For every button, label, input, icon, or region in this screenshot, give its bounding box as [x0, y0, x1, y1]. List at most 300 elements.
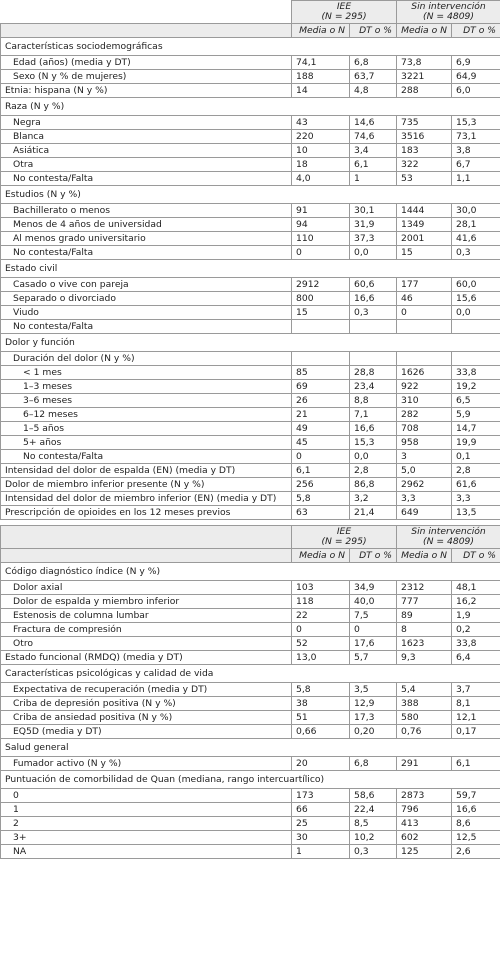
iee-mean-cell: 103	[292, 581, 350, 595]
iee-mean-cell: 26	[292, 394, 350, 408]
sin-mean-cell: 183	[397, 144, 452, 158]
sin-dt-cell: 16,6	[452, 803, 500, 817]
iee-mean-cell: 85	[292, 366, 350, 380]
table-row	[1, 172, 500, 186]
sin-dt-cell: 48,1	[452, 581, 500, 595]
table-row	[1, 380, 500, 394]
row-label: Fractura de compresión	[1, 623, 292, 637]
col-dt-sin: DT o %	[452, 549, 500, 563]
sin-dt-cell: 16,2	[452, 595, 500, 609]
iee-mean-cell: 43	[292, 116, 350, 130]
iee-dt-cell: 4,8	[350, 84, 397, 98]
sin-dt-cell: 15,3	[452, 116, 500, 130]
iee-mean-cell: 188	[292, 70, 350, 84]
iee-mean-cell: 45	[292, 436, 350, 450]
row-label: Separado o divorciado	[1, 292, 292, 306]
table-row	[1, 306, 500, 320]
empty-subheader	[1, 549, 292, 563]
iee-mean-cell: 14	[292, 84, 350, 98]
row-label: Blanca	[1, 130, 292, 144]
iee-dt-cell: 1	[350, 172, 397, 186]
table-row	[1, 464, 500, 478]
sin-mean-cell: 0	[397, 306, 452, 320]
iee-dt-cell	[350, 352, 397, 366]
sin-mean-cell: 796	[397, 803, 452, 817]
iee-mean-cell: 22	[292, 609, 350, 623]
sin-mean-cell: 89	[397, 609, 452, 623]
sin-dt-cell: 3,7	[452, 683, 500, 697]
sin-mean-cell: 177	[397, 278, 452, 292]
table-row	[1, 130, 500, 144]
iee-group-header	[292, 526, 397, 549]
iee-mean-cell	[292, 320, 350, 334]
sin-group-header	[397, 1, 500, 24]
table-row	[1, 56, 500, 70]
row-label: No contesta/Falta	[1, 450, 292, 464]
iee-dt-cell: 30,1	[350, 204, 397, 218]
sin-mean-cell: 1444	[397, 204, 452, 218]
iee-dt-cell: 86,8	[350, 478, 397, 492]
characteristics-table-2	[0, 525, 500, 859]
row-label: Estado funcional (RMDQ) (media y DT)	[1, 651, 292, 665]
iee-mean-cell: 20	[292, 757, 350, 771]
row-label: Casado o vive con pareja	[1, 278, 292, 292]
col-mean-iee: Media o N	[292, 549, 350, 563]
iee-mean-cell: 1	[292, 845, 350, 859]
row-label: 5+ años	[1, 436, 292, 450]
iee-dt-cell: 3,2	[350, 492, 397, 506]
table-row	[1, 492, 500, 506]
sin-mean-cell: 46	[397, 292, 452, 306]
row-label: 2	[1, 817, 292, 831]
sin-dt-cell: 33,8	[452, 366, 500, 380]
sin-mean-cell: 1349	[397, 218, 452, 232]
row-label: 3+	[1, 831, 292, 845]
empty-corner	[1, 1, 292, 24]
sin-dt-cell: 3,8	[452, 144, 500, 158]
row-label: Dolor axial	[1, 581, 292, 595]
iee-n: (N = 295)	[321, 536, 367, 547]
table-row	[1, 789, 500, 803]
col-dt-iee: DT o %	[350, 24, 397, 38]
sin-mean-cell: 3221	[397, 70, 452, 84]
row-label: No contesta/Falta	[1, 172, 292, 186]
sin-dt-cell: 61,6	[452, 478, 500, 492]
row-label: Etnia: hispana (N y %)	[1, 84, 292, 98]
row-label: Fumador activo (N y %)	[1, 757, 292, 771]
iee-dt-cell: 16,6	[350, 292, 397, 306]
sin-mean-cell: 1626	[397, 366, 452, 380]
iee-mean-cell: 0	[292, 623, 350, 637]
iee-mean-cell: 66	[292, 803, 350, 817]
sin-dt-cell: 33,8	[452, 637, 500, 651]
sin-title: Sin intervención	[411, 1, 486, 12]
iee-dt-cell: 6,1	[350, 158, 397, 172]
iee-dt-cell: 74,6	[350, 130, 397, 144]
section-label: Estado civil	[1, 260, 500, 278]
sin-mean-cell: 8	[397, 623, 452, 637]
table-1-body	[1, 38, 500, 520]
sin-dt-cell: 12,1	[452, 711, 500, 725]
iee-dt-cell: 10,2	[350, 831, 397, 845]
col-mean-sin: Media o N	[397, 549, 452, 563]
sin-mean-cell: 0,76	[397, 725, 452, 739]
sin-title: Sin intervención	[411, 526, 486, 537]
sin-mean-cell: 3516	[397, 130, 452, 144]
sin-dt-cell: 64,9	[452, 70, 500, 84]
col-mean-sin: Media o N	[397, 24, 452, 38]
sin-mean-cell: 5,0	[397, 464, 452, 478]
iee-dt-cell: 3,4	[350, 144, 397, 158]
iee-dt-cell: 28,8	[350, 366, 397, 380]
iee-dt-cell: 17,3	[350, 711, 397, 725]
sin-mean-cell: 708	[397, 422, 452, 436]
row-label: Estenosis de columna lumbar	[1, 609, 292, 623]
sin-dt-cell: 14,7	[452, 422, 500, 436]
sin-dt-cell: 0,2	[452, 623, 500, 637]
section-header-row	[1, 38, 500, 56]
iee-mean-cell: 0	[292, 450, 350, 464]
sin-dt-cell: 1,9	[452, 609, 500, 623]
table-row	[1, 683, 500, 697]
iee-dt-cell: 17,6	[350, 637, 397, 651]
section-label: Características sociodemográficas	[1, 38, 500, 56]
sin-mean-cell: 580	[397, 711, 452, 725]
row-label: Sexo (N y % de mujeres)	[1, 70, 292, 84]
sin-dt-cell: 30,0	[452, 204, 500, 218]
sin-dt-cell: 12,5	[452, 831, 500, 845]
iee-dt-cell: 3,5	[350, 683, 397, 697]
sin-mean-cell: 922	[397, 380, 452, 394]
iee-mean-cell: 800	[292, 292, 350, 306]
sin-dt-cell: 2,6	[452, 845, 500, 859]
table-row	[1, 623, 500, 637]
sin-dt-cell: 0,0	[452, 306, 500, 320]
sin-mean-cell	[397, 320, 452, 334]
sin-mean-cell: 53	[397, 172, 452, 186]
iee-dt-cell: 0	[350, 623, 397, 637]
sin-n: (N = 4809)	[423, 536, 474, 547]
sin-group-header	[397, 526, 500, 549]
row-label: 1	[1, 803, 292, 817]
sin-mean-cell: 777	[397, 595, 452, 609]
sin-mean-cell: 602	[397, 831, 452, 845]
row-label: Intensidad del dolor de miembro inferior (EN) (media y DT)	[1, 492, 292, 506]
table-row	[1, 817, 500, 831]
iee-title: IEE	[336, 526, 352, 537]
row-label: Viudo	[1, 306, 292, 320]
sin-dt-cell: 60,0	[452, 278, 500, 292]
sin-mean-cell: 282	[397, 408, 452, 422]
row-label: Asiática	[1, 144, 292, 158]
row-label: 6–12 meses	[1, 408, 292, 422]
sin-dt-cell: 0,1	[452, 450, 500, 464]
iee-dt-cell: 15,3	[350, 436, 397, 450]
table-row	[1, 637, 500, 651]
table-row	[1, 506, 500, 520]
iee-mean-cell: 49	[292, 422, 350, 436]
iee-dt-cell: 6,8	[350, 56, 397, 70]
sin-dt-cell: 6,9	[452, 56, 500, 70]
iee-n: (N = 295)	[321, 11, 367, 22]
iee-dt-cell: 8,8	[350, 394, 397, 408]
empty-subheader	[1, 24, 292, 38]
sin-dt-cell: 19,2	[452, 380, 500, 394]
iee-mean-cell: 5,8	[292, 492, 350, 506]
iee-dt-cell: 16,6	[350, 422, 397, 436]
sin-dt-cell: 6,0	[452, 84, 500, 98]
table-row	[1, 292, 500, 306]
iee-mean-cell: 118	[292, 595, 350, 609]
iee-dt-cell: 60,6	[350, 278, 397, 292]
table-row	[1, 711, 500, 725]
sin-mean-cell: 9,3	[397, 651, 452, 665]
sin-dt-cell: 6,1	[452, 757, 500, 771]
row-label: Intensidad del dolor de espalda (EN) (media y DT)	[1, 464, 292, 478]
table-row	[1, 70, 500, 84]
row-label: EQ5D (media y DT)	[1, 725, 292, 739]
table-row	[1, 366, 500, 380]
iee-dt-cell: 58,6	[350, 789, 397, 803]
sin-dt-cell: 8,6	[452, 817, 500, 831]
sin-mean-cell: 413	[397, 817, 452, 831]
sin-mean-cell: 5,4	[397, 683, 452, 697]
iee-mean-cell: 15	[292, 306, 350, 320]
sin-mean-cell: 291	[397, 757, 452, 771]
iee-dt-cell: 0,3	[350, 306, 397, 320]
sin-mean-cell: 2962	[397, 478, 452, 492]
iee-dt-cell: 63,7	[350, 70, 397, 84]
row-label: No contesta/Falta	[1, 320, 292, 334]
iee-dt-cell: 37,3	[350, 232, 397, 246]
iee-dt-cell	[350, 320, 397, 334]
row-label: 3–6 meses	[1, 394, 292, 408]
sin-dt-cell: 8,1	[452, 697, 500, 711]
iee-mean-cell: 21	[292, 408, 350, 422]
col-dt-sin: DT o %	[452, 24, 500, 38]
sin-dt-cell	[452, 352, 500, 366]
table-row	[1, 278, 500, 292]
iee-mean-cell: 10	[292, 144, 350, 158]
section-header-row	[1, 665, 500, 683]
sin-dt-cell: 5,9	[452, 408, 500, 422]
iee-mean-cell: 220	[292, 130, 350, 144]
iee-dt-cell: 5,7	[350, 651, 397, 665]
iee-mean-cell: 0	[292, 246, 350, 260]
table-row	[1, 595, 500, 609]
sin-dt-cell: 13,5	[452, 506, 500, 520]
section-header-row	[1, 260, 500, 278]
section-header-row	[1, 739, 500, 757]
sin-mean-cell: 735	[397, 116, 452, 130]
sin-mean-cell: 288	[397, 84, 452, 98]
sin-mean-cell: 1623	[397, 637, 452, 651]
section-label: Raza (N y %)	[1, 98, 500, 116]
row-label: Al menos grado universitario	[1, 232, 292, 246]
iee-mean-cell: 4,0	[292, 172, 350, 186]
row-label: 1–5 años	[1, 422, 292, 436]
sin-mean-cell: 958	[397, 436, 452, 450]
row-label: 0	[1, 789, 292, 803]
sin-mean-cell: 388	[397, 697, 452, 711]
sin-dt-cell	[452, 320, 500, 334]
iee-dt-cell: 34,9	[350, 581, 397, 595]
iee-mean-cell: 38	[292, 697, 350, 711]
row-label: Prescripción de opioides en los 12 meses previos	[1, 506, 292, 520]
sin-mean-cell: 322	[397, 158, 452, 172]
sin-dt-cell: 28,1	[452, 218, 500, 232]
sin-dt-cell: 6,5	[452, 394, 500, 408]
section-label: Puntuación de comorbilidad de Quan (mediana, rango intercuartílico)	[1, 771, 500, 789]
table-2-body	[1, 563, 500, 859]
iee-mean-cell: 74,1	[292, 56, 350, 70]
section-label: Estudios (N y %)	[1, 186, 500, 204]
sin-dt-cell: 19,9	[452, 436, 500, 450]
row-label: Negra	[1, 116, 292, 130]
iee-group-header	[292, 1, 397, 24]
section-header-row	[1, 186, 500, 204]
iee-dt-cell: 14,6	[350, 116, 397, 130]
table-row	[1, 394, 500, 408]
sin-dt-cell: 6,4	[452, 651, 500, 665]
table-row	[1, 352, 500, 366]
col-mean-iee: Media o N	[292, 24, 350, 38]
iee-title: IEE	[336, 1, 352, 12]
iee-mean-cell: 256	[292, 478, 350, 492]
table-row	[1, 204, 500, 218]
table-row	[1, 116, 500, 130]
iee-dt-cell: 0,0	[350, 450, 397, 464]
table-row	[1, 436, 500, 450]
iee-mean-cell: 69	[292, 380, 350, 394]
iee-dt-cell: 31,9	[350, 218, 397, 232]
table-row	[1, 803, 500, 817]
iee-dt-cell: 12,9	[350, 697, 397, 711]
sin-dt-cell: 0,3	[452, 246, 500, 260]
section-header-row	[1, 771, 500, 789]
row-label: Menos de 4 años de universidad	[1, 218, 292, 232]
section-header-row	[1, 563, 500, 581]
row-label: NA	[1, 845, 292, 859]
sin-dt-cell: 15,6	[452, 292, 500, 306]
section-header-row	[1, 98, 500, 116]
sin-dt-cell: 3,3	[452, 492, 500, 506]
iee-mean-cell: 173	[292, 789, 350, 803]
row-label: Otra	[1, 158, 292, 172]
sin-mean-cell: 2001	[397, 232, 452, 246]
iee-dt-cell: 8,5	[350, 817, 397, 831]
section-label: Código diagnóstico índice (N y %)	[1, 563, 500, 581]
empty-corner	[1, 526, 292, 549]
iee-dt-cell: 40,0	[350, 595, 397, 609]
table-row	[1, 845, 500, 859]
row-label: Edad (años) (media y DT)	[1, 56, 292, 70]
iee-dt-cell: 7,1	[350, 408, 397, 422]
table-row	[1, 757, 500, 771]
row-label: Expectativa de recuperación (media y DT)	[1, 683, 292, 697]
sin-mean-cell: 15	[397, 246, 452, 260]
sub-header-row	[1, 549, 500, 563]
iee-mean-cell	[292, 352, 350, 366]
iee-mean-cell: 91	[292, 204, 350, 218]
section-label: Salud general	[1, 739, 500, 757]
row-label: No contesta/Falta	[1, 246, 292, 260]
iee-dt-cell: 21,4	[350, 506, 397, 520]
iee-mean-cell: 25	[292, 817, 350, 831]
table-row	[1, 232, 500, 246]
row-label: < 1 mes	[1, 366, 292, 380]
iee-mean-cell: 6,1	[292, 464, 350, 478]
table-row	[1, 408, 500, 422]
table-row	[1, 422, 500, 436]
iee-dt-cell: 6,8	[350, 757, 397, 771]
table-row	[1, 320, 500, 334]
iee-mean-cell: 5,8	[292, 683, 350, 697]
row-label: Criba de depresión positiva (N y %)	[1, 697, 292, 711]
sin-mean-cell	[397, 352, 452, 366]
iee-mean-cell: 94	[292, 218, 350, 232]
table-row	[1, 697, 500, 711]
table-row	[1, 450, 500, 464]
sin-mean-cell: 3,3	[397, 492, 452, 506]
table-row	[1, 84, 500, 98]
sin-dt-cell: 59,7	[452, 789, 500, 803]
sin-dt-cell: 2,8	[452, 464, 500, 478]
sin-mean-cell: 73,8	[397, 56, 452, 70]
sin-mean-cell: 3	[397, 450, 452, 464]
iee-mean-cell: 110	[292, 232, 350, 246]
section-label: Características psicológicas y calidad de vida	[1, 665, 500, 683]
table-row	[1, 609, 500, 623]
sin-dt-cell: 6,7	[452, 158, 500, 172]
table-row	[1, 246, 500, 260]
iee-mean-cell: 18	[292, 158, 350, 172]
section-label: Dolor y función	[1, 334, 500, 352]
iee-mean-cell: 2912	[292, 278, 350, 292]
sin-dt-cell: 1,1	[452, 172, 500, 186]
sin-dt-cell: 73,1	[452, 130, 500, 144]
iee-mean-cell: 63	[292, 506, 350, 520]
sin-dt-cell: 41,6	[452, 232, 500, 246]
sin-n: (N = 4809)	[423, 11, 474, 22]
iee-dt-cell: 0,0	[350, 246, 397, 260]
section-header-row	[1, 334, 500, 352]
iee-dt-cell: 7,5	[350, 609, 397, 623]
row-label: Dolor de miembro inferior presente (N y %)	[1, 478, 292, 492]
table-row	[1, 478, 500, 492]
iee-mean-cell: 52	[292, 637, 350, 651]
table-row	[1, 831, 500, 845]
table-row	[1, 144, 500, 158]
sin-mean-cell: 310	[397, 394, 452, 408]
iee-dt-cell: 22,4	[350, 803, 397, 817]
sin-mean-cell: 2312	[397, 581, 452, 595]
row-label: Criba de ansiedad positiva (N y %)	[1, 711, 292, 725]
row-label: Dolor de espalda y miembro inferior	[1, 595, 292, 609]
table-row	[1, 581, 500, 595]
row-label: 1–3 meses	[1, 380, 292, 394]
sin-dt-cell: 0,17	[452, 725, 500, 739]
sub-header-row	[1, 24, 500, 38]
sin-mean-cell: 125	[397, 845, 452, 859]
iee-dt-cell: 0,3	[350, 845, 397, 859]
iee-dt-cell: 23,4	[350, 380, 397, 394]
col-dt-iee: DT o %	[350, 549, 397, 563]
row-label: Duración del dolor (N y %)	[1, 352, 292, 366]
sin-mean-cell: 2873	[397, 789, 452, 803]
sin-mean-cell: 649	[397, 506, 452, 520]
iee-mean-cell: 0,66	[292, 725, 350, 739]
